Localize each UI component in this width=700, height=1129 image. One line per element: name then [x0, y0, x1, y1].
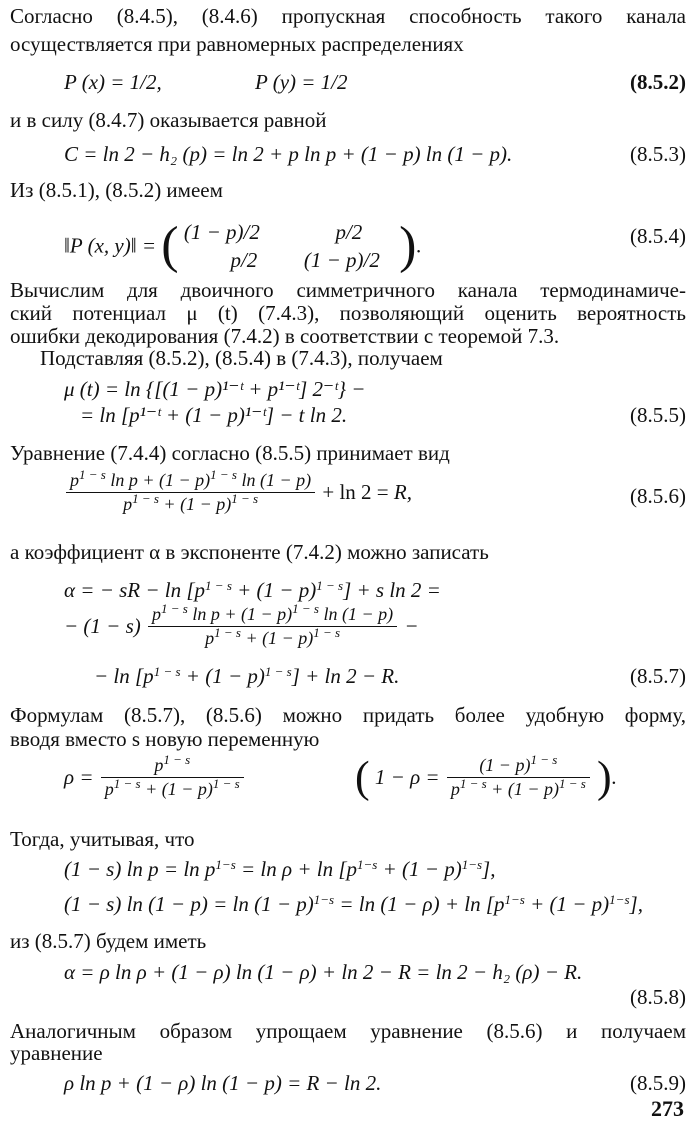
left-paren: ( — [161, 217, 179, 274]
text-line: уравнение — [10, 1041, 103, 1065]
matrix — [184, 218, 394, 274]
equation-number: (8.5.7) — [630, 664, 686, 688]
equation-number: (8.5.3) — [630, 142, 686, 166]
text-line: ошибки декодирования (7.4.2) в соответствии с теоремой 7.3. — [10, 324, 560, 348]
equation-number: (8.5.4) — [630, 224, 686, 248]
equation-8-5-2-right: P (y) = 1/2 — [255, 70, 348, 94]
text-line: из (8.5.7) будем иметь — [10, 929, 207, 953]
text-line: вводя вместо s новую переменную — [10, 727, 320, 751]
matrix-lhs: ‖P (x, y)‖ = — [64, 233, 157, 258]
equation-number: (8.5.5) — [630, 403, 686, 427]
identity-2: (1 − s) $\ln (1 - p) = \ln (1 - p)^{1-s} = \ln (1 - \rho) + \ln [p^{1-s} + (1 - p)^{1-s}]$, — [64, 891, 643, 916]
text-line: а коэффициент α в экспоненте (7.4.2) можно записать — [10, 540, 489, 564]
one-minus-rho-definition: ( 1 − ρ = $\frac{(1 - p)^{1 - s}}{p^{1 - s} + (1 - p)^{1 - s}}$ ). — [355, 751, 617, 802]
text-line: и в силу (8.4.7) оказывается равной — [10, 108, 327, 132]
page-number: 273 — [651, 1096, 684, 1121]
identity-1: (1 − s) $\ln p = \ln p^{1-s} = \ln \rho + \ln [p^{1-s} + (1 - p)^{1-s}]$, — [64, 856, 496, 881]
matrix-cell: (1 − p)/2 — [183, 220, 260, 244]
equation-8-5-4: ‖P (x, y)‖ = ( (1 − p)/2 p/2 p/2 (1 − p)/2 ). — [64, 217, 422, 274]
equation-8-5-7-a: α = − sR − $\ln [p^{1 - s} + (1 - p)^{1 - s}] + s$ ln 2 = — [64, 577, 441, 602]
equation-8-5-7-c: − $\ln [p^{1 - s} + (1 - p)^{1 - s}] + \ln 2 - R$. — [94, 663, 400, 688]
equation-number: (8.5.8) — [630, 985, 686, 1009]
equation-number: (8.5.6) — [630, 484, 686, 508]
equation-8-5-2-left: P (x) = 1/2, — [64, 70, 162, 94]
text-line: осуществляется при равномерных распределениях — [10, 32, 464, 56]
text-line: Формулам (8.5.7), (8.5.6) можно придать более удобную форму, — [10, 703, 686, 727]
equation-8-5-6: $\frac{p^{1 - s} \ln p + (1 - p)^{1 - s} \ln (1 - p)}{p^{1 - s} + (1 - p)^{1 - s}}$ + ln 2 = R, — [64, 470, 412, 515]
text-line: Аналогичным образом упрощаем уравнение (8.5.6) и получаем — [10, 1019, 686, 1043]
text-line: Вычислим для двоичного симметричного канала термодинамиче- — [10, 278, 686, 302]
text-line: Из (8.5.1), (8.5.2) имеем — [10, 178, 223, 202]
equation-8-5-8: α = ρ ln ρ + (1 − ρ) ln (1 − ρ) + ln 2 − R = ln 2 − h₂ (ρ) − R. — [64, 960, 583, 984]
text-line: Тогда, учитывая, что — [10, 827, 195, 851]
equation-8-5-9: ρ ln p + (1 − ρ) ln (1 − p) = R − ln 2. — [64, 1071, 382, 1095]
equation-number: (8.5.2) — [630, 70, 686, 94]
equation-8-5-5-a: μ (t) = ln {[(1 − p)¹⁻ᵗ + p¹⁻ᵗ] 2⁻ᵗ} − — [64, 377, 366, 401]
equation-8-5-7-b: − (1 − s) $\frac{p^{1 - s} \ln p + (1 - p)^{1 - s} \ln (1 - p)}{p^{1 - s} + (1 - p)^{1 - s}}$ − — [64, 600, 419, 648]
text-line: ский потенциал μ (t) (7.4.3), позволяющий оценить вероятность — [10, 301, 686, 325]
matrix-cell: (1 − p)/2 — [303, 248, 380, 272]
equation-8-5-3: C = ln 2 − h₂ (p) = ln 2 + p ln p + (1 − p) ln (1 − p). — [64, 142, 513, 166]
rho-definition: ρ = $\frac{p^{1 - s}}{p^{1 - s} + (1 - p)^{1 - s}}$ — [64, 755, 246, 800]
equation-8-5-5-b: = ln [p¹⁻ᵗ + (1 − p)¹⁻ᵗ] − t ln 2. — [80, 403, 348, 427]
equation-number: (8.5.9) — [630, 1071, 686, 1095]
text-line: Согласно (8.4.5), (8.4.6) пропускная способность такого канала — [10, 4, 686, 28]
matrix-cell: p/2 — [335, 220, 363, 244]
right-paren: ) — [399, 217, 417, 274]
matrix-cell: p/2 — [230, 248, 258, 272]
text-line: Подставляя (8.5.2), (8.5.4) в (7.4.3), получаем — [40, 346, 443, 370]
text-line: Уравнение (7.4.4) согласно (8.5.5) принимает вид — [10, 441, 450, 465]
